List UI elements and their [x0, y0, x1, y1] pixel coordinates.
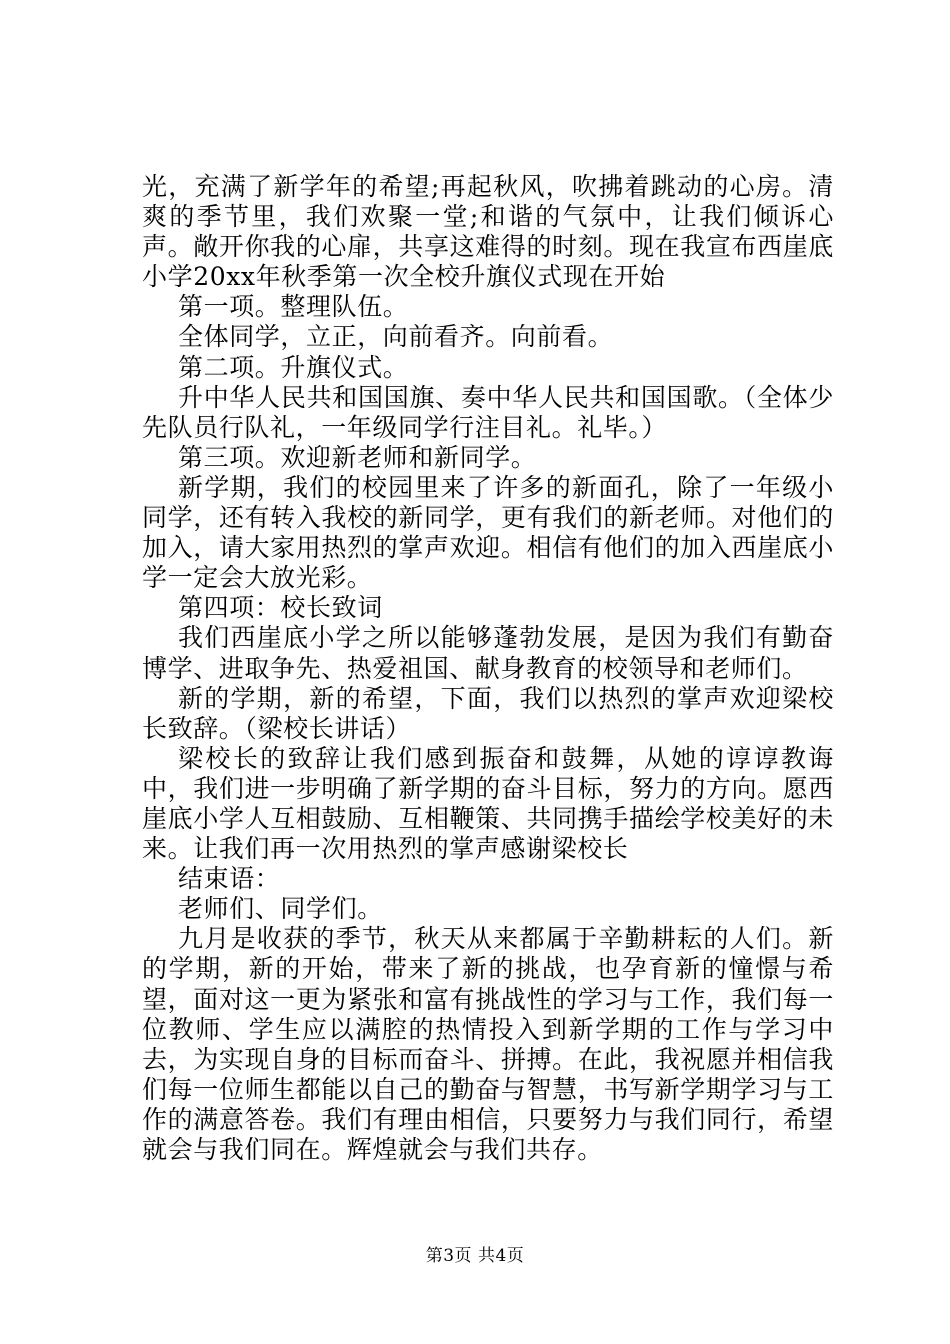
paragraph-welcome: 新学期，我们的校园里来了许多的新面孔，除了一年级小同学，还有转入我校的新同学，更有我们的新老师。对他们的加入，请大家用热烈的掌声欢迎。相信有他们的加入西崖底小学一定会大放光彩。: [142, 472, 834, 593]
paragraph-item-3: 第三项。欢迎新老师和新同学。: [178, 442, 537, 472]
document-body: [142, 172, 834, 1165]
paragraph-principal-intro: 新的学期，新的希望，下面，我们以热烈的掌声欢迎梁校长致辞。（梁校长讲话）: [142, 683, 834, 743]
paragraph-closing-speech: 九月是收获的季节，秋天从来都属于辛勤耕耘的人们。新的学期，新的开始，带来了新的挑战，也孕育新的憧憬与希望，面对这一更为紧张和富有挑战性的学习与工作，我们每一位教师、学生应以满腔的热情投入到新学期的工作与学习中去，为实现自身的目标而奋斗、拼搏。在此，我祝愿并相信我们每一位师生都能以自己的勤奋与智慧，书写新学期学习与工作的满意答卷。我们有理由相信，只要努力与我们同行，希望就会与我们同在。辉煌就会与我们共存。: [142, 924, 834, 1164]
paragraph-school-development: 我们西崖底小学之所以能够蓬勃发展，是因为我们有勤奋博学、进取争先、热爱祖国、献身教育的校领导和老师们。: [142, 623, 834, 683]
paragraph-item-4: 第四项：校长致词: [178, 593, 383, 623]
page-footer: [0, 1246, 950, 1266]
paragraph-item-1: 第一项。整理队伍。: [178, 292, 409, 322]
paragraph-item-2: 第二项。升旗仪式。: [178, 352, 409, 382]
page-number-label: 第3页 共4页: [425, 1246, 525, 1266]
paragraph-principal-thanks: 梁校长的致辞让我们感到振奋和鼓舞，从她的谆谆教诲中，我们进一步明确了新学期的奋斗目标，努力的方向。愿西崖底小学人互相鼓励、互相鞭策、共同携手描绘学校美好的未来。让我们再一次用热烈的掌声感谢梁校长: [142, 743, 834, 864]
paragraph-flag-raising: 升中华人民共和国国旗、奏中华人民共和国国歌。（全体少先队员行队礼，一年级同学行注目礼。礼毕。）: [142, 382, 834, 442]
paragraph-opening: 光，充满了新学年的希望;再起秋风，吹拂着跳动的心房。清爽的季节里，我们欢聚一堂;和谐的气氛中，让我们倾诉心声。敞开你我的心扉，共享这难得的时刻。现在我宣布西崖底小学20xx年秋季第一次全校升旗仪式现在开始: [142, 172, 834, 292]
paragraph-closing-heading: 结束语：: [178, 864, 281, 894]
paragraph-greeting: 老师们、同学们。: [178, 894, 383, 924]
paragraph-line-attention: 全体同学，立正，向前看齐。向前看。: [178, 322, 614, 352]
